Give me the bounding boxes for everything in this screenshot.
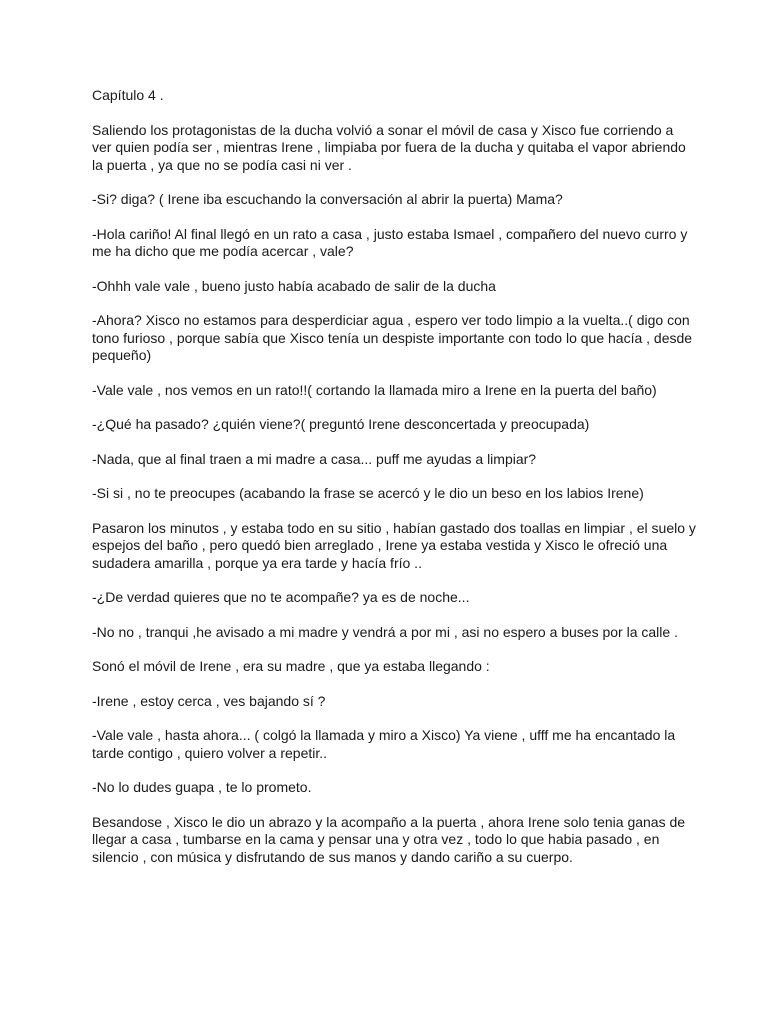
paragraph: -¿Qué ha pasado? ¿quién viene?( preguntó Irene desconcertada y preocupada) (92, 416, 590, 432)
paragraph: -Si si , no te preocupes (acabando la frase se acercó y le dio un beso en los labios Irene) (92, 485, 644, 501)
paragraph: Pasaron los minutos , y estaba todo en su sitio , habían gastado dos toallas en limpiar , el suelo y espejos del baño , pero quedó bien arreglado , Irene ya estaba vestida y Xisco le ofreció una sudadera amarilla , porque ya era tarde y hacía frío .. (92, 519, 696, 571)
paragraph: -Ohhh vale vale , bueno justo había acabado de salir de la ducha (92, 277, 496, 294)
paragraph: Sonó el móvil de Irene , era su madre , que ya estaba llegando : (92, 658, 490, 674)
paragraph: -Vale vale , nos vemos en un rato!!( cortando la llamada miro a Irene en la puerta del baño) (92, 381, 657, 398)
paragraph: -Nada, que al final traen a mi madre a casa... puff me ayudas a limpiar? (92, 450, 537, 467)
document-body (92, 87, 696, 883)
paragraph: -Hola cariño! Al final llegó en un rato a casa , justo estaba Ismael , compañero del nuevo curro y me ha dicho que me podía acercar , vale? (92, 225, 688, 259)
paragraph: -Si? diga? ( Irene iba escuchando la conversación al abrir la puerta) Mama? (92, 191, 563, 207)
paragraph: -Irene , estoy cerca , ves bajando sí ? (92, 692, 326, 709)
chapter-title: Capítulo 4 . (92, 87, 164, 103)
paragraph: Besandose , Xisco le dio un abrazo y la acompaño a la puerta , ahora Irene solo tenia ganas de llegar a casa , tumbarse en la cama y pensar una y otra vez , todo lo que habia pasado , en silencio , con música y disfrutando de sus manos y dando cariño a su cuerpo. (92, 813, 686, 865)
paragraph: -Vale vale , hasta ahora... ( colgó la llamada y miro a Xisco) Ya viene , ufff me ha encantado la tarde contigo , quiero volver a repetir.. (92, 727, 676, 761)
paragraph: -No no , tranqui ,he avisado a mi madre y vendrá a por mi , asi no espero a buses por la calle . (92, 623, 678, 640)
paragraph: -Ahora? Xisco no estamos para desperdiciar agua , espero ver todo limpio a la vuelta..( digo con tono furioso , porque sabía que Xisco tenía un despiste importante con todo lo que hacía , desde pequeño) (92, 312, 693, 363)
paragraph: -No lo dudes guapa , te lo prometo. (92, 779, 312, 795)
paragraph: -¿De verdad quieres que no te acompañe? ya es de noche... (92, 589, 470, 605)
paragraph: Saliendo los protagonistas de la ducha volvió a sonar el móvil de casa y Xisco fue corriendo a ver quien podía ser , mientras Irene , limpiaba por fuera de la ducha y quitaba el vapor abriendo la puerta , ya que no se podía casi ni ver . (92, 121, 686, 173)
